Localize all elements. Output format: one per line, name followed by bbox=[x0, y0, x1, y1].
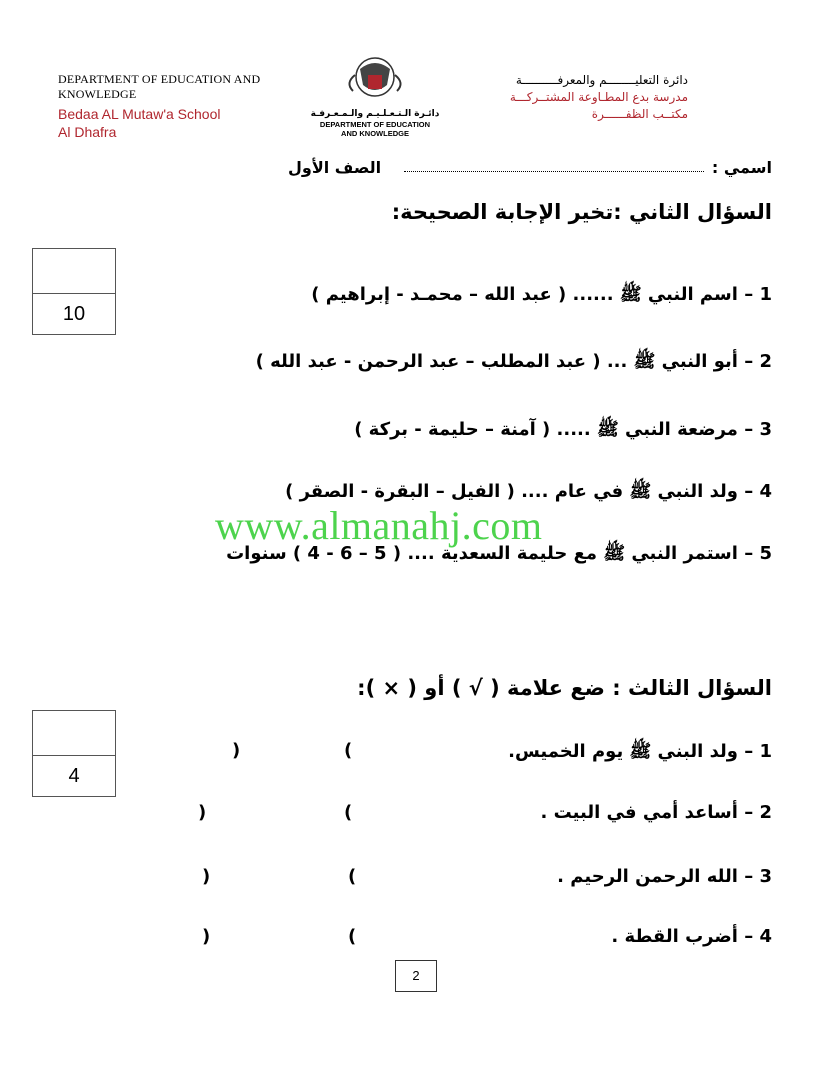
answer2-paren-open: ( bbox=[344, 802, 353, 823]
question3-title: السؤال الثالث : ضع علامة ( √ ) أو ( × ): bbox=[357, 676, 772, 700]
answer1-paren-open: ( bbox=[344, 740, 353, 761]
school-ar: مدرسة بدع المطـاوعة المشتــركـــة bbox=[509, 90, 688, 104]
answer3-paren-close: ) bbox=[202, 866, 211, 887]
department-ar bbox=[510, 72, 688, 123]
answer3-field[interactable] bbox=[232, 868, 332, 890]
school-en-line1: Bedaa AL Mutaw'a School bbox=[58, 106, 221, 122]
answer4-field[interactable] bbox=[232, 928, 332, 950]
name-line bbox=[396, 158, 772, 177]
answer4-paren-open: ( bbox=[348, 926, 357, 947]
logo-caption-en2: AND KNOWLEDGE bbox=[341, 129, 409, 138]
answer2-field[interactable] bbox=[230, 804, 330, 826]
grade-label: الصف الأول bbox=[288, 158, 382, 177]
question2-score-box bbox=[32, 248, 116, 335]
answer1-field[interactable] bbox=[262, 742, 332, 764]
watermark: www.almanahj.com bbox=[215, 503, 543, 548]
question2-item-3: 3 – مرضعة النبي ﷺ ..... ( آمنة – حليمة - بركة ) bbox=[354, 419, 772, 440]
question2-item-2: 2 – أبو النبي ﷺ ... ( عبد المطلب – عبد الرحمن - عبد الله ) bbox=[255, 351, 772, 372]
school-en-line2: Al Dhafra bbox=[58, 124, 117, 140]
department-ar-title: دائرة التعليــــــــم والمعرفــــــــــة bbox=[515, 73, 688, 87]
question3-item-3: 3 – الله الرحمن الرحيم . bbox=[557, 866, 772, 887]
department-en-line2: KNOWLEDGE bbox=[58, 87, 137, 101]
question3-item-1: 1 – ولد البني ﷺ يوم الخميس. bbox=[508, 741, 772, 762]
question2-item-1: 1 – اسم النبي ﷺ ...... ( عبد الله – محمـد - إبراهيم ) bbox=[311, 284, 772, 305]
logo-caption-ar: دائـرة الـتـعـلـيـم والـمـعـرفـة bbox=[310, 109, 440, 119]
page-number: 2 bbox=[395, 960, 437, 992]
logo-caption bbox=[300, 108, 450, 138]
question3-item-4: 4 – أضرب القطة . bbox=[611, 926, 772, 947]
answer4-paren-close: ) bbox=[202, 926, 211, 947]
question3-score-field[interactable] bbox=[33, 711, 115, 756]
question3-item-2: 2 – أساعد أمي في البيت . bbox=[540, 802, 772, 823]
answer1-paren-close: ) bbox=[232, 740, 241, 761]
question3-score-total: 4 bbox=[68, 765, 80, 787]
name-label: اسمي : bbox=[711, 158, 772, 177]
logo-caption-en1: DEPARTMENT OF EDUCATION bbox=[319, 120, 431, 129]
department-en-line1: DEPARTMENT OF EDUCATION AND bbox=[58, 72, 261, 86]
question2-score-total: 10 bbox=[62, 303, 86, 325]
department-en bbox=[58, 72, 260, 102]
question2-title: السؤال الثاني :تخير الإجابة الصحيحة: bbox=[391, 200, 772, 224]
question2-item-5: 5 – استمر النبي ﷺ مع حليمة السعدية .... ( 5 – 6 - 4 ) سنوات bbox=[226, 543, 772, 564]
office-ar: مكتــب الظفــــــرة bbox=[591, 107, 688, 121]
question2-item-4: 4 – ولد النبي ﷺ في عام .... ( الفيل – البقرة - الصقر ) bbox=[285, 481, 772, 502]
name-field[interactable] bbox=[404, 165, 704, 172]
question3-score-box bbox=[32, 710, 116, 797]
answer3-paren-open: ( bbox=[348, 866, 357, 887]
question2-score-field[interactable] bbox=[33, 249, 115, 294]
school-en bbox=[58, 105, 220, 141]
answer2-paren-close: ) bbox=[198, 802, 207, 823]
